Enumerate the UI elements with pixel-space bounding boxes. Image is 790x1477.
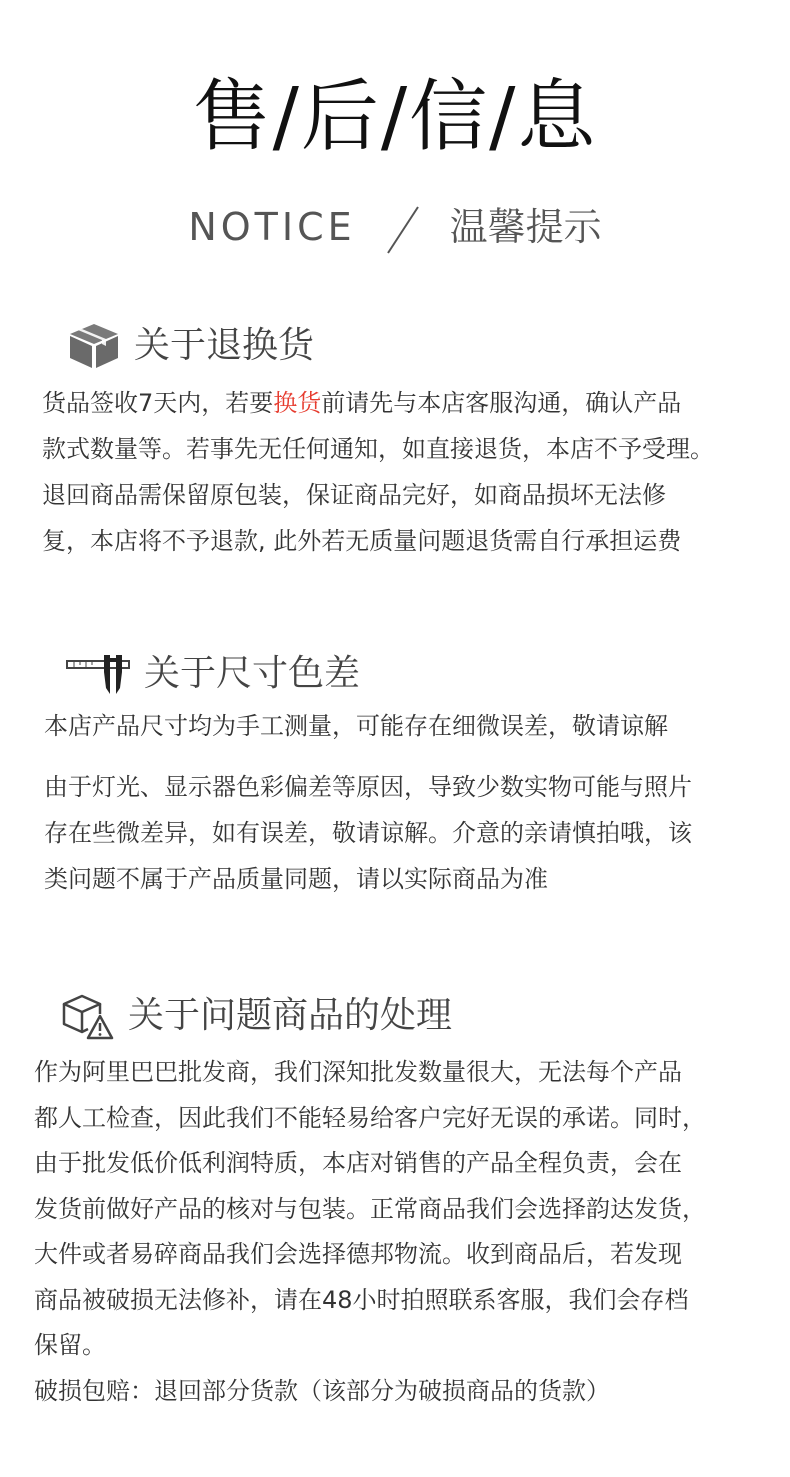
text-line: 保留。 <box>34 1331 106 1359</box>
size-text-2 <box>44 764 692 902</box>
text-line: 本店产品尺寸均为手工测量，可能存在细微误差，敬请谅解 <box>44 712 668 740</box>
section-title: 关于问题商品的处理 <box>128 995 453 1036</box>
subtitle-en: NOTICE <box>188 205 356 249</box>
slash-divider-icon <box>386 205 420 255</box>
text-line: 由于灯光、显示器色彩偏差等原因，导致少数实物可能与照片 <box>44 773 692 801</box>
text-line: 发货前做好产品的核对与包装。正常商品我们会选择韵达发货， <box>34 1194 706 1223</box>
text-line: 款式数量等。若事先无任何通知，如直接退货，本店不予受理。 <box>42 435 714 463</box>
text-line: 大件或者易碎商品我们会选择德邦物流。收到商品后，若发现 <box>34 1240 682 1268</box>
text-line: 作为阿里巴巴批发商，我们深知批发数量很大，无法每个产品 <box>34 1058 682 1086</box>
subtitle-cn: 温馨提示 <box>449 205 602 249</box>
text-line: 由于批发低价低利润特质，本店对销售的产品全程负责，会在 <box>34 1149 682 1177</box>
text-line: 复，本店将不予退款, 此外若无质量问题退货需自行承担运费 <box>42 527 682 555</box>
section-size-heading <box>66 650 360 698</box>
text-line: 商品被破损无法修补，请在48小时拍照联系客服，我们会存档 <box>34 1285 689 1314</box>
package-box-icon <box>68 322 120 370</box>
section-title: 关于尺寸色差 <box>144 653 361 694</box>
caliper-icon <box>66 652 130 696</box>
section-title: 关于退换货 <box>134 325 315 366</box>
damaged-box-warning-icon <box>62 992 114 1040</box>
section-returns-heading <box>68 322 314 370</box>
damaged-text <box>34 1050 706 1414</box>
page-subtitle <box>0 200 790 255</box>
returns-text <box>42 380 714 564</box>
text-line: 类问题不属于产品质量同题，请以实际商品为准 <box>44 865 548 893</box>
text-line: 破损包赔：退回部分货款（该部分为破损商品的货款） <box>34 1376 610 1405</box>
size-text-1 <box>44 703 668 749</box>
text-line: 存在些微差异，如有误差，敬请谅解。介意的亲请慎拍哦，该 <box>44 819 692 847</box>
text-line: 都人工检查，因此我们不能轻易给客户完好无误的承诺。同时， <box>34 1103 706 1132</box>
text-line: 货品签收7天内，若要换货前请先与本店客服沟通，确认产品 <box>42 389 682 417</box>
exchange-highlight: 换货 <box>273 389 322 417</box>
section-damaged-heading <box>62 992 452 1040</box>
text-line: 退回商品需保留原包装，保证商品完好，如商品损坏无法修 <box>42 481 666 509</box>
page-title: 售/后/信/息 <box>192 72 598 162</box>
